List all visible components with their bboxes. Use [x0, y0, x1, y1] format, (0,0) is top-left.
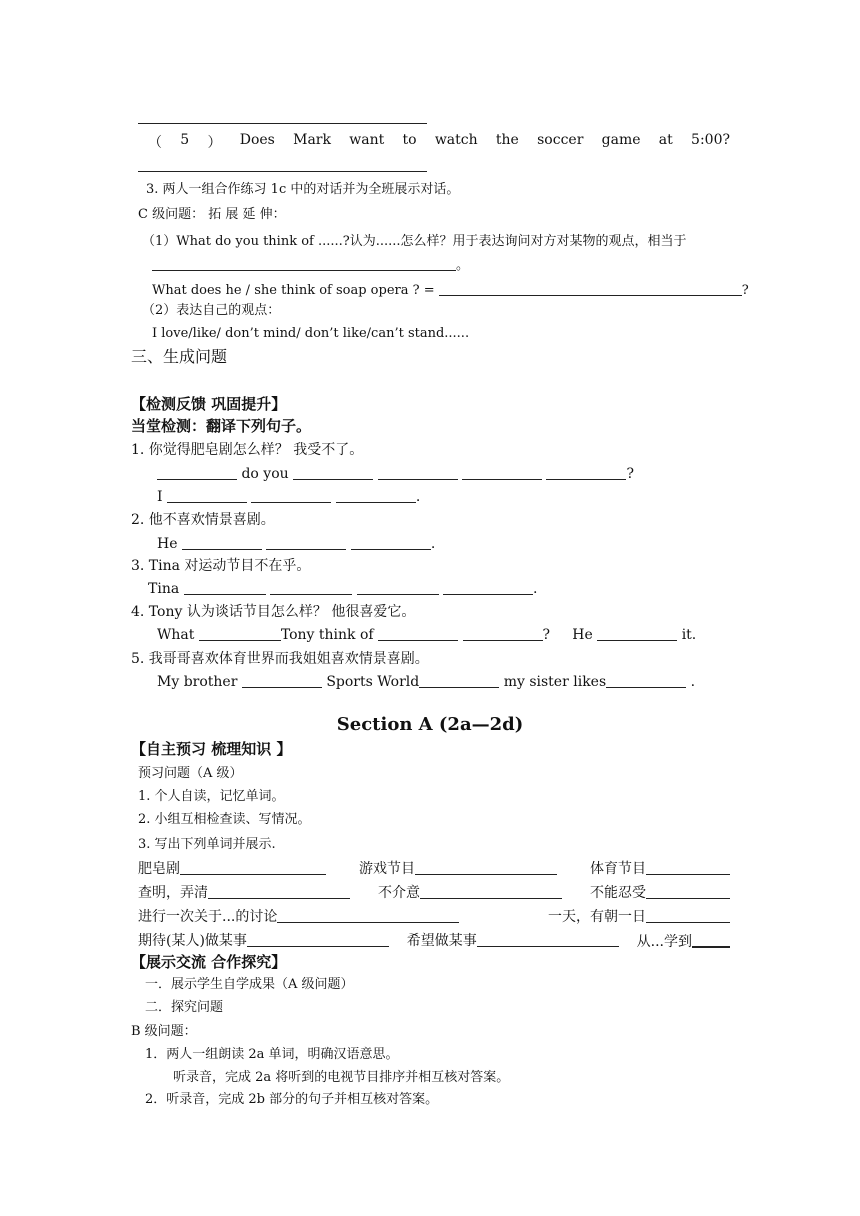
answer-blank[interactable]	[415, 860, 557, 875]
answer-blank[interactable]	[277, 908, 459, 923]
text: What	[157, 627, 195, 643]
answer-blank[interactable]	[692, 932, 730, 948]
section-title: Section A (2a—2d)	[336, 714, 524, 735]
preview-item-1: 1. 个人自读，记忆单词。	[138, 789, 285, 804]
answer-blank[interactable]	[270, 580, 352, 595]
translate-s4-answer	[157, 626, 696, 644]
punct: 。	[456, 258, 470, 273]
q5-word: Does	[239, 132, 275, 148]
q5-word: watch	[434, 132, 478, 148]
b-level-item-1b: 听录音，完成 2a 将听到的电视节目排序并相互核对答案。	[173, 1070, 510, 1085]
translate-s3-answer	[148, 580, 537, 598]
vocab-label: 体育节目	[590, 861, 646, 877]
feedback-heading: 【检测反馈 巩固提升】	[131, 395, 287, 413]
answer-blank[interactable]	[646, 908, 730, 923]
vocab-label: 从...学到	[636, 934, 692, 950]
answer-blank[interactable]	[242, 673, 322, 688]
explore-heading: 【展示交流 合作探究】	[131, 953, 287, 971]
c-level-q1-example	[152, 281, 749, 300]
vocab-item	[407, 932, 619, 951]
vocab-row-4	[138, 932, 730, 951]
q5-word: Mark	[293, 132, 331, 148]
q5-word: want	[349, 132, 385, 148]
text: my sister likes	[503, 674, 607, 690]
vocab-item	[359, 860, 557, 878]
q5-word: ）	[207, 135, 222, 151]
q5-word: the	[495, 132, 519, 148]
preview-item-3: 3. 写出下列单词并展示.	[138, 837, 276, 852]
q5-word: soccer	[537, 132, 584, 148]
answer-blank[interactable]	[251, 488, 331, 503]
question-5	[148, 132, 730, 152]
translate-s1-answer-2	[157, 488, 420, 506]
answer-blank[interactable]	[462, 465, 542, 480]
q5-word: 5:00?	[691, 132, 730, 148]
answer-blank[interactable]	[247, 932, 389, 947]
punct: ?	[542, 627, 551, 643]
answer-blank[interactable]	[420, 884, 562, 899]
c-level-q2: （2）表达自己的观点：	[142, 303, 281, 318]
answer-blank[interactable]	[182, 535, 262, 550]
vocab-label: 不介意	[378, 885, 420, 901]
vocab-item	[138, 860, 326, 878]
c-level-heading: C 级问题： 拓 展 延 伸：	[138, 207, 286, 222]
b-level-item-1: 1．两人一组朗读 2a 单词，明确汉语意思。	[145, 1047, 399, 1062]
answer-line	[138, 171, 427, 172]
preview-heading: 【自主预习 梳理知识 】	[131, 740, 292, 758]
answer-blank[interactable]	[646, 884, 730, 899]
punct: .	[690, 674, 696, 690]
vocab-row-3	[138, 908, 730, 926]
vocab-label: 肥皂剧	[138, 861, 180, 877]
answer-blank[interactable]	[199, 626, 281, 641]
vocab-item	[548, 908, 730, 926]
example-text: What does he / she think of soap opera ? =	[152, 283, 435, 298]
answer-blank[interactable]	[463, 626, 543, 641]
vocab-item	[138, 884, 350, 902]
translate-s2-answer	[157, 535, 435, 553]
preview-question: 预习问题（A 级）	[138, 766, 243, 781]
answer-blank[interactable]	[597, 626, 677, 641]
opinion-phrases: I love/like/ don’t mind/ don’t like/can’t stand......	[152, 326, 470, 341]
answer-blank[interactable]	[546, 465, 626, 480]
vocab-item	[138, 932, 389, 951]
punct: ?	[626, 466, 634, 482]
vocab-item	[378, 884, 562, 902]
section-three-heading: 三、生成问题	[131, 347, 228, 366]
answer-blank[interactable]	[167, 488, 247, 503]
vocab-label: 进行一次关于...的讨论	[138, 909, 278, 925]
vocab-label: 查明，弄清	[138, 885, 208, 901]
text: Tina	[148, 581, 180, 597]
text: He	[572, 627, 593, 643]
explore-step-2: 二．探究问题	[145, 1000, 224, 1015]
text: Sports World	[326, 674, 420, 690]
translate-s2: 2. 他不喜欢情景喜剧。	[131, 512, 275, 528]
answer-blank[interactable]	[336, 488, 416, 503]
explore-step-1: 一．展示学生自学成果（A 级问题）	[145, 977, 354, 992]
text: He	[157, 536, 178, 552]
q5-word: game	[601, 132, 641, 148]
answer-blank[interactable]	[293, 465, 373, 480]
translate-s1-answer	[157, 465, 634, 483]
translate-s5-answer	[157, 673, 695, 691]
answer-blank[interactable]	[606, 673, 686, 688]
answer-blank[interactable]	[351, 535, 431, 550]
text: Tony think of	[280, 627, 374, 643]
vocab-label: 一天，有朝一日	[548, 909, 646, 925]
text: I	[157, 489, 163, 505]
c-level-q1: （1）What do you think of ......?认为......怎么样？用于表达询问对方对某物的观点，相当于	[142, 234, 687, 249]
punct: .	[430, 536, 436, 552]
vocab-item	[637, 932, 730, 951]
q5-word: 5	[180, 132, 190, 148]
q5-word: at	[658, 132, 673, 148]
q5-word: （	[148, 135, 162, 151]
q5-word: to	[402, 132, 417, 148]
b-level-item-2: 2．听录音，完成 2b 部分的句子并相互核对答案。	[145, 1092, 439, 1107]
answer-blank[interactable]	[357, 580, 439, 595]
vocab-item	[138, 908, 459, 926]
answer-blank[interactable]	[378, 626, 458, 641]
vocab-label: 不能忍受	[590, 885, 646, 901]
answer-blank[interactable]	[184, 580, 266, 595]
answer-blank[interactable]	[180, 860, 326, 875]
answer-blank[interactable]	[443, 580, 533, 595]
translate-s5: 5. 我哥哥喜欢体育世界而我姐姐喜欢情景喜剧。	[131, 651, 429, 667]
answer-blank[interactable]	[646, 860, 730, 875]
preview-item-2: 2. 小组互相检查读、写情况。	[138, 812, 311, 827]
answer-blank[interactable]	[419, 673, 499, 688]
vocab-row-1	[138, 860, 730, 878]
punct: ?	[741, 283, 749, 298]
c-level-q1-blank-line	[152, 256, 469, 275]
vocab-item	[590, 884, 730, 902]
translate-s1: 1. 你觉得肥皂剧怎么样？ 我受不了。	[131, 442, 364, 458]
vocab-row-2	[138, 884, 730, 902]
text: do you	[241, 466, 289, 482]
answer-blank[interactable]	[208, 884, 350, 899]
vocab-label: 期待(某人)做某事	[138, 933, 247, 949]
answer-blank[interactable]	[157, 465, 237, 480]
answer-blank[interactable]	[477, 932, 619, 947]
punct: .	[533, 581, 538, 597]
answer-blank[interactable]	[266, 535, 346, 550]
translate-s4: 4. Tony 认为谈话节目怎么样？ 他很喜爱它。	[131, 604, 416, 620]
answer-blank[interactable]	[439, 281, 742, 296]
text: it.	[681, 627, 697, 643]
translate-s3: 3. Tina 对运动节目不在乎。	[131, 558, 311, 574]
in-class-test-heading: 当堂检测：翻译下列句子。	[131, 417, 312, 435]
vocab-item	[590, 860, 730, 878]
answer-blank[interactable]	[152, 256, 456, 271]
b-level-heading: B 级问题：	[131, 1024, 197, 1039]
pair-practice-item: 3. 两人一组合作练习 1c 中的对话并为全班展示对话。	[146, 182, 460, 197]
punct: .	[415, 489, 421, 505]
text: My brother	[157, 674, 238, 690]
vocab-label: 希望做某事	[406, 933, 477, 949]
answer-line	[138, 123, 427, 124]
answer-blank[interactable]	[378, 465, 458, 480]
vocab-label: 游戏节目	[359, 861, 415, 877]
